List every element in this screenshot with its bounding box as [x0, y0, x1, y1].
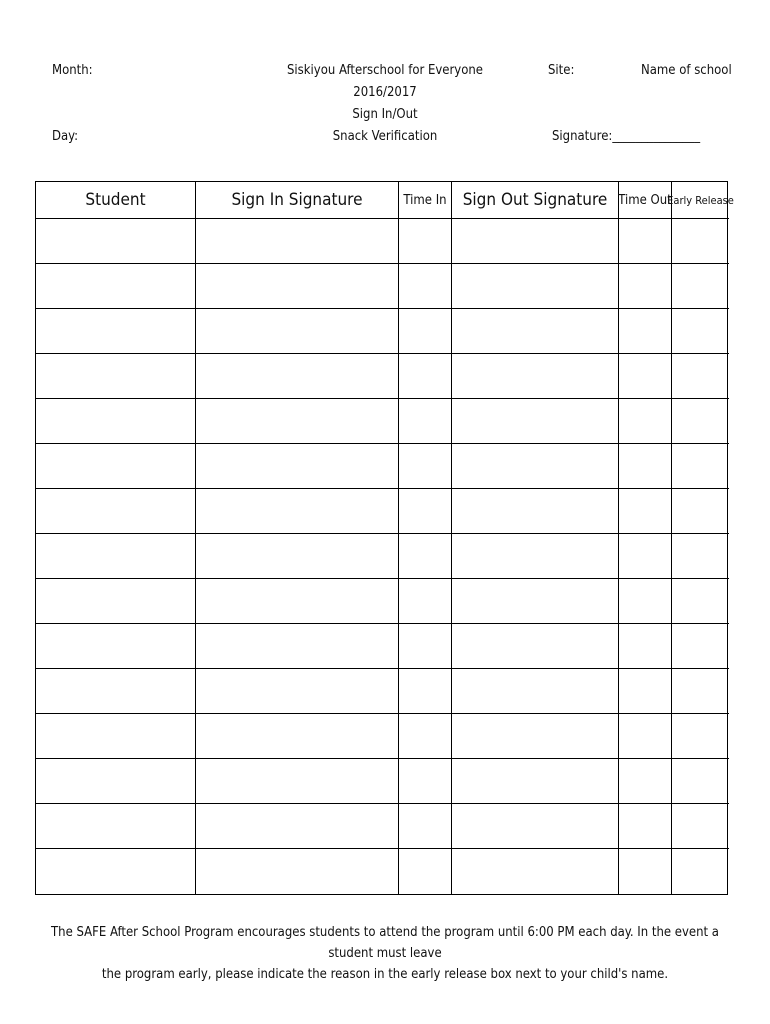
table-cell-sign-in-signature[interactable] [196, 534, 399, 579]
table-cell-student[interactable] [36, 669, 196, 714]
footer-note [35, 922, 735, 985]
table-cell-sign-in-signature[interactable] [196, 849, 399, 894]
org-name: Siskiyou Afterschool for Everyone [287, 63, 483, 78]
table-cell-student[interactable] [36, 849, 196, 894]
table-cell-sign-in-signature[interactable] [196, 399, 399, 444]
table-cell-time-in[interactable] [399, 219, 452, 264]
table-cell-sign-out-signature[interactable] [452, 534, 619, 579]
table-cell-sign-in-signature[interactable] [196, 804, 399, 849]
table-cell-sign-out-signature[interactable] [452, 714, 619, 759]
table-cell-sign-out-signature[interactable] [452, 309, 619, 354]
table-cell-student[interactable] [36, 624, 196, 669]
table-cell-time-out[interactable] [619, 354, 672, 399]
table-cell-sign-out-signature[interactable] [452, 579, 619, 624]
table-cell-time-out[interactable] [619, 849, 672, 894]
table-cell-time-in[interactable] [399, 624, 452, 669]
table-cell-time-in[interactable] [399, 669, 452, 714]
table-cell-early-release[interactable] [672, 534, 729, 579]
table-cell-time-in[interactable] [399, 849, 452, 894]
column-header-sign-out-signature: Sign Out Signature [452, 182, 619, 219]
table-cell-student[interactable] [36, 219, 196, 264]
table-cell-sign-out-signature[interactable] [452, 444, 619, 489]
table-cell-sign-out-signature[interactable] [452, 219, 619, 264]
table-cell-early-release[interactable] [672, 804, 729, 849]
school-year: 2016/2017 [353, 85, 417, 100]
table-cell-time-in[interactable] [399, 534, 452, 579]
table-cell-time-in[interactable] [399, 309, 452, 354]
table-cell-sign-in-signature[interactable] [196, 669, 399, 714]
table-cell-time-in[interactable] [399, 444, 452, 489]
table-cell-early-release[interactable] [672, 579, 729, 624]
table-cell-student[interactable] [36, 714, 196, 759]
table-cell-sign-out-signature[interactable] [452, 849, 619, 894]
table-cell-early-release[interactable] [672, 444, 729, 489]
table-cell-sign-out-signature[interactable] [452, 759, 619, 804]
table-cell-sign-in-signature[interactable] [196, 264, 399, 309]
table-cell-time-out[interactable] [619, 714, 672, 759]
table-cell-sign-out-signature[interactable] [452, 804, 619, 849]
column-header-time-in: Time In [399, 182, 452, 219]
table-cell-sign-in-signature[interactable] [196, 714, 399, 759]
table-cell-early-release[interactable] [672, 489, 729, 534]
sign-in-out-table [35, 181, 734, 895]
table-cell-time-in[interactable] [399, 489, 452, 534]
table-cell-sign-in-signature[interactable] [196, 309, 399, 354]
table-cell-sign-in-signature[interactable] [196, 579, 399, 624]
column-header-time-out: Time Out [619, 182, 672, 219]
site-value: Name of school [641, 63, 732, 78]
table-cell-sign-in-signature[interactable] [196, 624, 399, 669]
table-cell-time-out[interactable] [619, 804, 672, 849]
table-cell-time-in[interactable] [399, 264, 452, 309]
table-cell-student[interactable] [36, 534, 196, 579]
table-cell-student[interactable] [36, 399, 196, 444]
table-cell-student[interactable] [36, 264, 196, 309]
table-cell-sign-out-signature[interactable] [452, 489, 619, 534]
table-cell-student[interactable] [36, 444, 196, 489]
table-cell-student[interactable] [36, 309, 196, 354]
table-cell-early-release[interactable] [672, 714, 729, 759]
table-cell-early-release[interactable] [672, 669, 729, 714]
table-cell-time-in[interactable] [399, 714, 452, 759]
table-cell-student[interactable] [36, 354, 196, 399]
table-cell-student[interactable] [36, 804, 196, 849]
footer-line-1: The SAFE After School Program encourages students to attend the program until 6:00 PM each day. In the event a student must leave [51, 925, 719, 961]
table-cell-time-in[interactable] [399, 804, 452, 849]
table-cell-sign-in-signature[interactable] [196, 219, 399, 264]
table-cell-sign-out-signature[interactable] [452, 669, 619, 714]
month-label: Month: [52, 63, 93, 78]
table-cell-early-release[interactable] [672, 624, 729, 669]
table-cell-early-release[interactable] [672, 849, 729, 894]
table-cell-student[interactable] [36, 579, 196, 624]
form-subtitle: Snack Verification [332, 129, 438, 144]
table-cell-time-out[interactable] [619, 264, 672, 309]
table-cell-sign-in-signature[interactable] [196, 759, 399, 804]
column-header-early-release: Early Release [672, 182, 729, 219]
table-cell-early-release[interactable] [672, 759, 729, 804]
table-cell-time-out[interactable] [619, 444, 672, 489]
column-header-sign-in-signature: Sign In Signature [196, 182, 399, 219]
table-cell-time-in[interactable] [399, 759, 452, 804]
form-title: Sign In/Out [352, 107, 418, 122]
table-cell-sign-out-signature[interactable] [452, 399, 619, 444]
table-cell-sign-out-signature[interactable] [452, 354, 619, 399]
table-cell-sign-in-signature[interactable] [196, 354, 399, 399]
table-cell-time-out[interactable] [619, 669, 672, 714]
table-cell-time-out[interactable] [619, 624, 672, 669]
table-cell-sign-in-signature[interactable] [196, 489, 399, 534]
column-header-student: Student [36, 182, 196, 219]
table-cell-early-release[interactable] [672, 309, 729, 354]
table-cell-early-release[interactable] [672, 264, 729, 309]
table-cell-student[interactable] [36, 759, 196, 804]
table-cell-time-out[interactable] [619, 309, 672, 354]
table-cell-early-release[interactable] [672, 354, 729, 399]
table-cell-time-out[interactable] [619, 534, 672, 579]
table-cell-student[interactable] [36, 489, 196, 534]
table-cell-early-release[interactable] [672, 399, 729, 444]
table-cell-sign-in-signature[interactable] [196, 444, 399, 489]
table-cell-time-out[interactable] [619, 579, 672, 624]
footer-line-2: the program early, please indicate the reason in the early release box next to your child's name. [101, 967, 669, 982]
table-cell-time-out[interactable] [619, 219, 672, 264]
site-label: Site: [548, 63, 575, 78]
table-cell-time-out[interactable] [619, 489, 672, 534]
table-cell-sign-out-signature[interactable] [452, 264, 619, 309]
table-cell-time-out[interactable] [619, 399, 672, 444]
table-cell-time-in[interactable] [399, 354, 452, 399]
table-cell-time-in[interactable] [399, 399, 452, 444]
table-cell-early-release[interactable] [672, 219, 729, 264]
table-cell-sign-out-signature[interactable] [452, 624, 619, 669]
signature-field[interactable]: Signature:_______________ [552, 129, 701, 144]
day-label: Day: [52, 129, 79, 144]
table-cell-time-out[interactable] [619, 759, 672, 804]
table-cell-time-in[interactable] [399, 579, 452, 624]
